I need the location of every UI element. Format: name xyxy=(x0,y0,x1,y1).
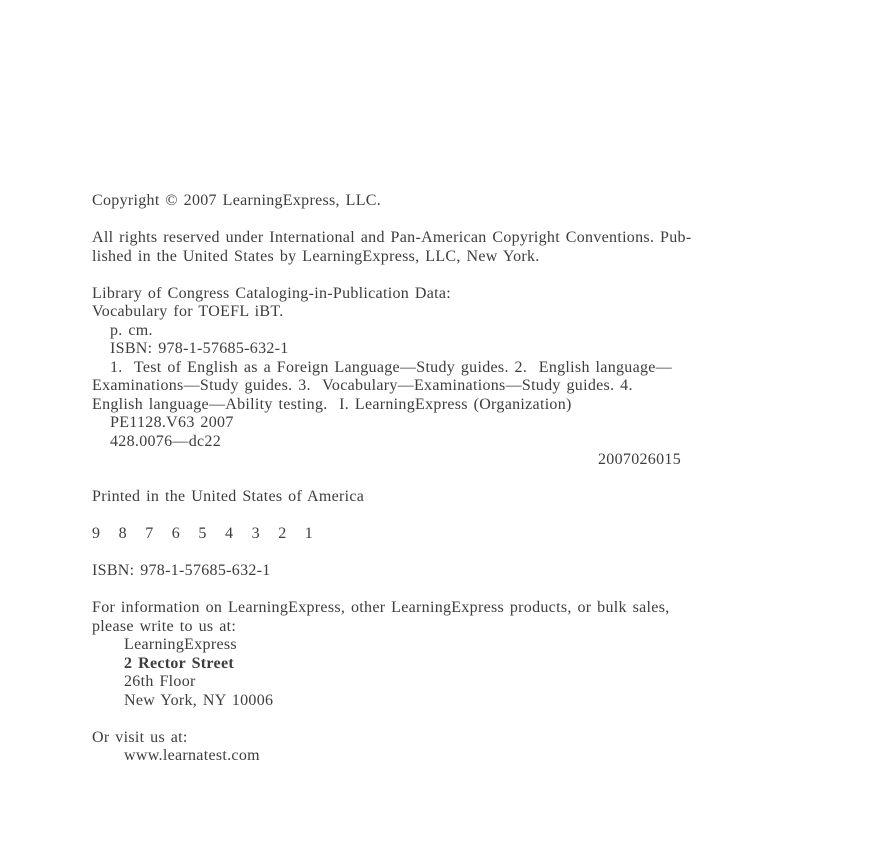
contact-line-1: For information on LearningExpress, other LearningExpress products, or bulk sales, xyxy=(92,599,670,616)
website-url: www.learnatest.com xyxy=(124,747,260,764)
print-run-numbers: 9 8 7 6 5 4 3 2 1 xyxy=(92,525,314,542)
cataloging-heading: Library of Congress Cataloging-in-Publication Data: xyxy=(92,284,452,302)
address-floor: 26th Floor xyxy=(124,673,196,690)
rights-statement xyxy=(92,229,782,266)
pcm-line: p. cm. xyxy=(110,321,153,339)
cataloging-isbn-line: ISBN: 978-1-57685-632-1 xyxy=(110,340,289,357)
printed-in-statement: Printed in the United States of America xyxy=(92,488,365,505)
address-street: 2 Rector Street xyxy=(124,654,234,672)
rights-line-2: lished in the United States by LearningExpress, LLC, New York. xyxy=(92,247,540,265)
isbn-line: ISBN: 978-1-57685-632-1 xyxy=(92,562,271,579)
page-content xyxy=(92,192,782,766)
subject-line-3: English language—Ability testing. I. LearningExpress (Organization) xyxy=(92,395,572,413)
visit-line: Or visit us at: xyxy=(92,728,188,746)
dewey-number: 428.0076—dc22 xyxy=(110,432,222,450)
rights-line-1: All rights reserved under International and Pan-American Copyright Conventions. Pub- xyxy=(92,229,692,246)
book-title-line: Vocabulary for TOEFL iBT. xyxy=(92,303,284,320)
subject-line-2: Examinations—Study guides. 3. Vocabulary—Examinations—Study guides. 4. xyxy=(92,377,633,394)
loc-control-number: 2007026015 xyxy=(598,451,681,468)
contact-information xyxy=(92,599,782,710)
loc-call-number: PE1128.V63 2007 xyxy=(110,414,234,431)
subject-line-1: 1. Test of English as a Foreign Language—Study guides. 2. English language— xyxy=(110,358,672,376)
website-information xyxy=(92,729,782,766)
cataloging-in-publication-data xyxy=(92,285,782,470)
address-company: LearningExpress xyxy=(124,636,237,653)
contact-line-2: please write to us at: xyxy=(92,617,237,635)
address-city: New York, NY 10006 xyxy=(124,691,274,709)
copyright-notice: Copyright © 2007 LearningExpress, LLC. xyxy=(92,192,382,209)
